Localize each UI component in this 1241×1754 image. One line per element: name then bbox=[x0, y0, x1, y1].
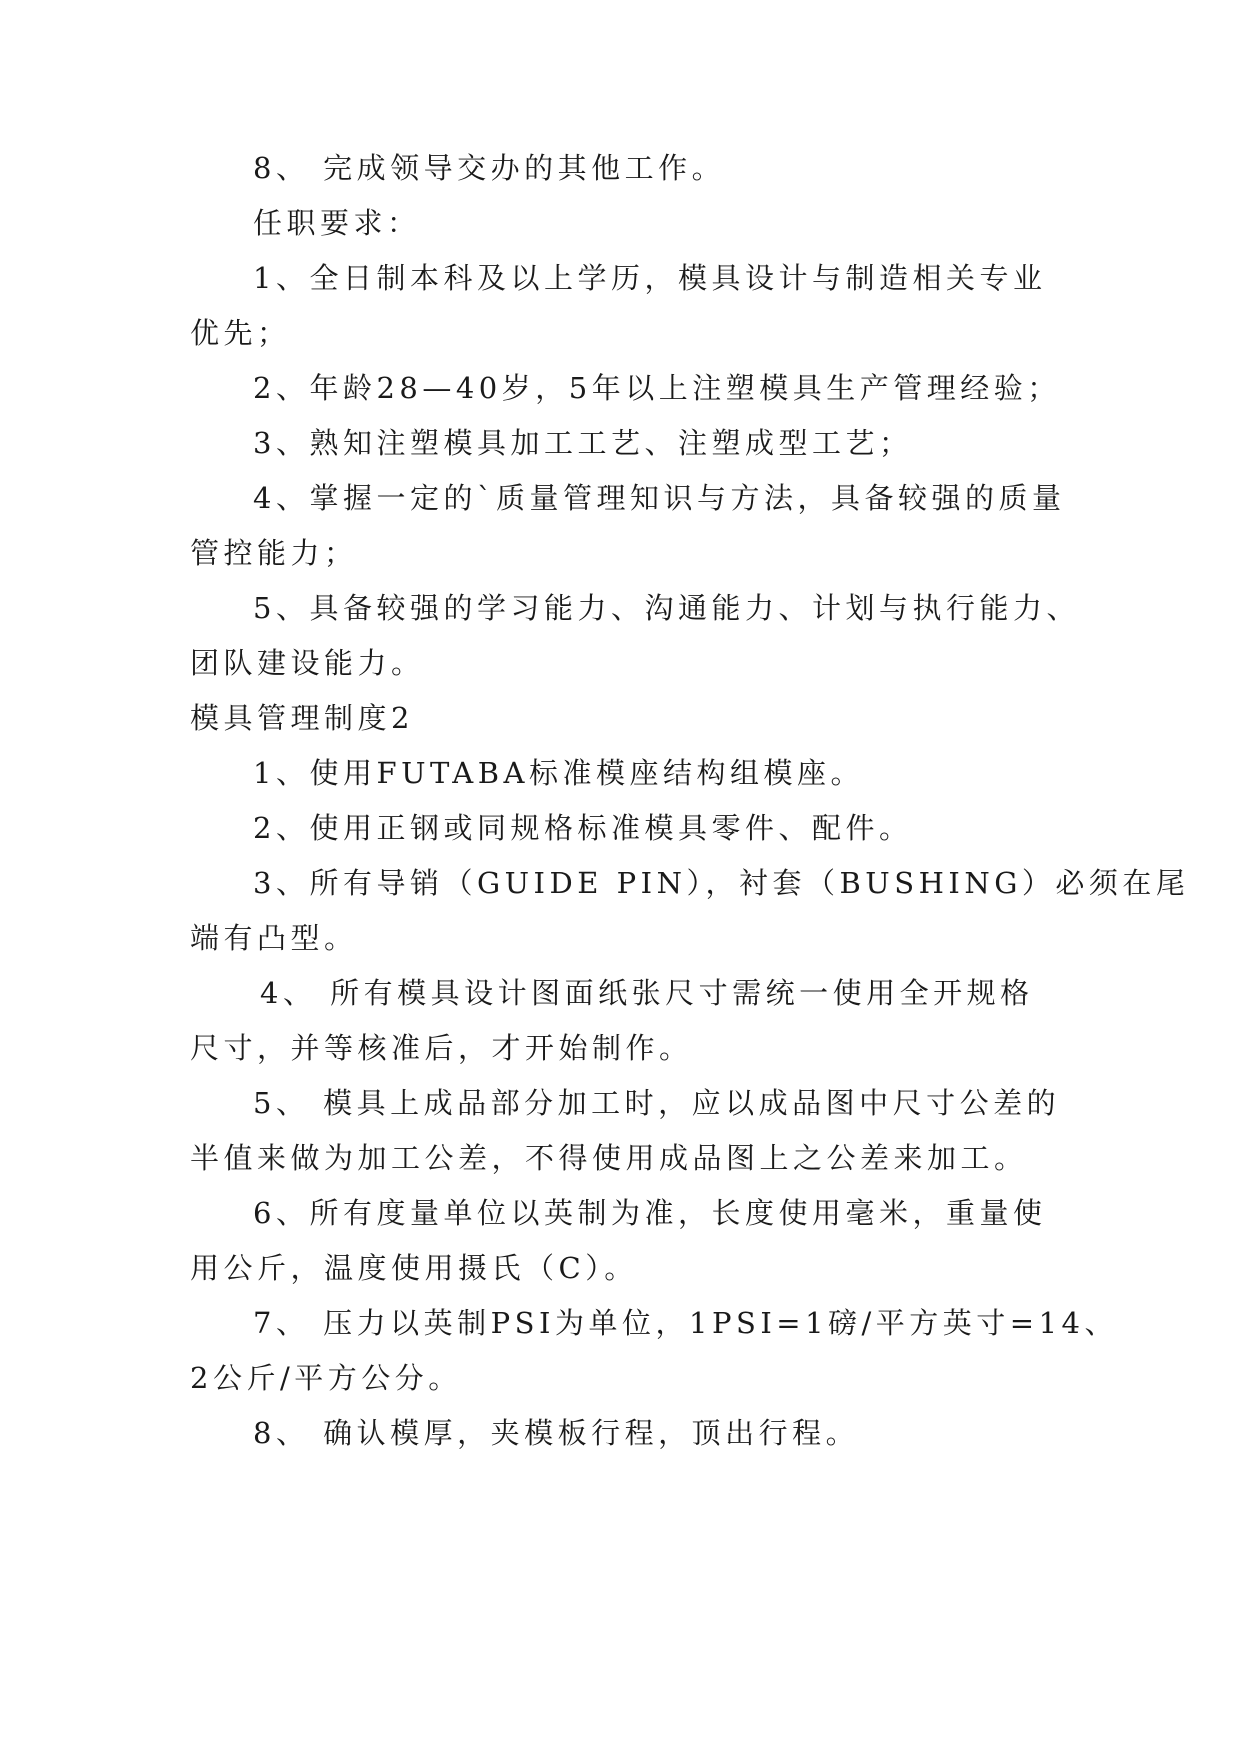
text-line: 管控能力； bbox=[190, 536, 358, 570]
text-line: 5、 模具上成品部分加工时，应以成品图中尺寸公差的 bbox=[253, 1086, 1061, 1120]
text-line: 用公斤，温度使用摄氏（C）。 bbox=[190, 1251, 638, 1285]
text-line: 7、 压力以英制PSI为单位，1PSI=1磅/平方英寸=14、 bbox=[253, 1306, 1119, 1340]
text-line: 任职要求： bbox=[253, 206, 421, 240]
text-line: 8、 确认模厚，夹模板行程，顶出行程。 bbox=[253, 1416, 860, 1450]
section-heading: 模具管理制度2 bbox=[190, 701, 414, 735]
text-line: 2、使用正钢或同规格标准模具零件、配件。 bbox=[253, 811, 913, 845]
text-line: 2公斤/平方公分。 bbox=[190, 1361, 462, 1395]
text-line: 5、具备较强的学习能力、沟通能力、计划与执行能力、 bbox=[253, 591, 1080, 625]
text-line: 尺寸，并等核准后，才开始制作。 bbox=[190, 1031, 693, 1065]
text-line: 1、使用FUTABA标准模座结构组模座。 bbox=[253, 756, 864, 790]
text-line: 半值来做为加工公差，不得使用成品图上之公差来加工。 bbox=[190, 1141, 1028, 1175]
text-line: 优先； bbox=[190, 316, 291, 350]
text-line: 4、 所有模具设计图面纸张尺寸需统一使用全开规格 bbox=[260, 976, 1034, 1010]
text-line: 团队建设能力。 bbox=[190, 646, 425, 680]
text-line: 2、年龄28—40岁，5年以上注塑模具生产管理经验； bbox=[253, 371, 1061, 405]
text-line: 端有凸型。 bbox=[190, 921, 358, 955]
text-line: 1、全日制本科及以上学历，模具设计与制造相关专业 bbox=[253, 261, 1047, 295]
text-line: 3、所有导销（GUIDE PIN），衬套（BUSHING）必须在尾 bbox=[253, 866, 1190, 900]
text-line: 3、熟知注塑模具加工工艺、注塑成型工艺； bbox=[253, 426, 913, 460]
text-line: 8、 完成领导交办的其他工作。 bbox=[253, 151, 726, 185]
text-line: 4、掌握一定的`质量管理知识与方法，具备较强的质量 bbox=[253, 481, 1066, 515]
text-line: 6、所有度量单位以英制为准，长度使用毫米，重量使 bbox=[253, 1196, 1047, 1230]
